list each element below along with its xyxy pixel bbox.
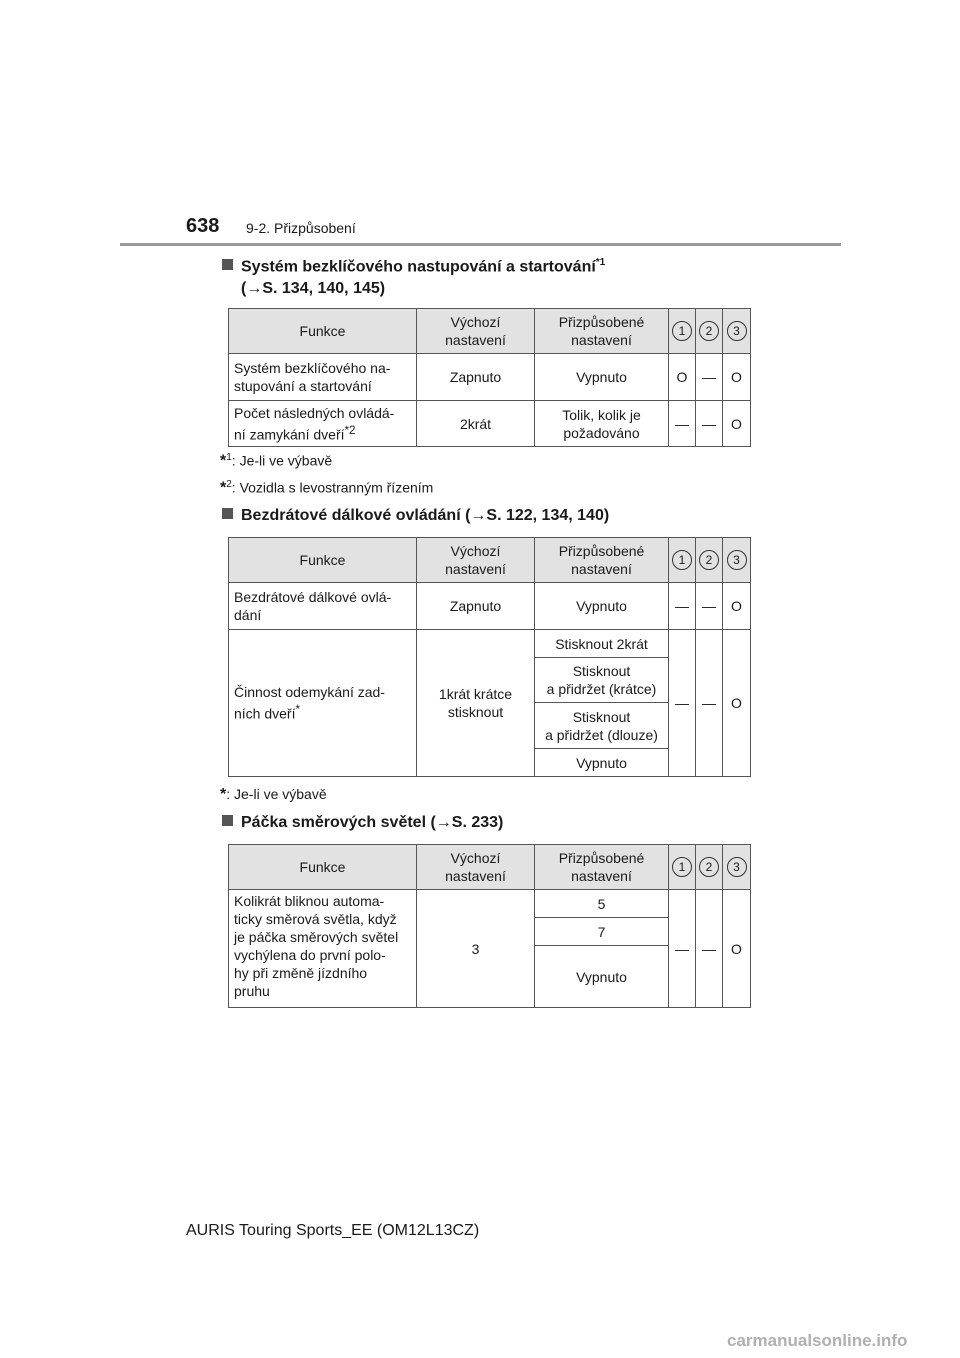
cell-custom: Vypnuto xyxy=(535,354,669,401)
cell-2: — xyxy=(696,630,723,777)
col-2 xyxy=(696,538,723,583)
heading-text: Systém bezklíčového nastupování a startování xyxy=(241,258,596,276)
cell-2: — xyxy=(696,354,723,401)
footnote-mark: * xyxy=(220,452,227,470)
circle-2-icon: 2 xyxy=(699,321,719,341)
col-1 xyxy=(669,538,696,583)
circle-3-icon: 3 xyxy=(727,321,747,341)
cell-3: O xyxy=(723,630,751,777)
heading-sup: *1 xyxy=(595,257,606,268)
footnote-mark: * xyxy=(220,786,227,803)
table-row xyxy=(229,583,751,630)
footnote-sup: 2 xyxy=(226,479,232,490)
cell-option: Vypnuto xyxy=(535,749,669,777)
cell-3: O xyxy=(723,890,751,1008)
bullet-square-icon xyxy=(222,815,233,826)
cell-1: — xyxy=(669,630,696,777)
cell-function xyxy=(229,630,417,777)
cell-1: O xyxy=(669,354,696,401)
col-3 xyxy=(723,538,751,583)
cell-function: Systém bezklíčového na- stupování a startování xyxy=(229,354,417,401)
cell-function-text: Činnost odemykání zad- ních dveří xyxy=(234,684,385,722)
footnote-sup: 1 xyxy=(226,452,232,463)
col-function: Funkce xyxy=(229,309,417,354)
cell-3: O xyxy=(723,401,751,447)
col-2 xyxy=(696,309,723,354)
cell-1: — xyxy=(669,583,696,630)
heading-remote xyxy=(222,505,609,527)
cell-3: O xyxy=(723,354,751,401)
cell-default: Zapnuto xyxy=(417,354,535,401)
heading-turn-signal xyxy=(222,812,503,834)
page-number: 638 xyxy=(186,215,220,237)
cell-option: Vypnuto xyxy=(535,946,669,1008)
heading-text: Páčka směrových světel (→S. 233) xyxy=(241,814,504,831)
col-2 xyxy=(696,845,723,890)
cell-option: Stisknout 2krát xyxy=(535,630,669,658)
heading-text: Bezdrátové dálkové ovládání (→S. 122, 134, 140) xyxy=(241,507,610,524)
footnote-3 xyxy=(220,786,327,804)
cell-function-sup: *2 xyxy=(344,423,356,437)
cell-2: — xyxy=(696,890,723,1008)
circle-1-icon: 1 xyxy=(672,550,692,570)
cell-option: 5 xyxy=(535,890,669,918)
heading-keyless xyxy=(222,252,605,300)
cell-option: Stisknout a přidržet (dlouze) xyxy=(535,703,669,749)
cell-function: Bezdrátové dálkové ovlá- dání xyxy=(229,583,417,630)
circle-3-icon: 3 xyxy=(727,550,747,570)
heading-ref: (→S. 134, 140, 145) xyxy=(241,280,386,298)
cell-option: 7 xyxy=(535,918,669,946)
watermark: carmanualsonline.info xyxy=(727,1331,908,1350)
col-3 xyxy=(723,845,751,890)
table-row xyxy=(229,354,751,401)
circle-3-icon: 3 xyxy=(727,857,747,877)
circle-2-icon: 2 xyxy=(699,857,719,877)
table-row xyxy=(229,401,751,447)
table-remote xyxy=(228,537,751,777)
table-row xyxy=(229,630,751,658)
footer-model: AURIS Touring Sports_EE (OM12L13CZ) xyxy=(186,1222,480,1239)
cell-function-text: Počet následných ovládá- ní zamykání dveří xyxy=(234,404,395,443)
cell-default: 3 xyxy=(417,890,535,1008)
col-default: Výchozí nastavení xyxy=(417,845,535,890)
footnote-text: : Vozidla s levostranným řízením xyxy=(231,479,434,496)
cell-custom: Vypnuto xyxy=(535,583,669,630)
header-rule xyxy=(120,243,841,246)
circle-1-icon: 1 xyxy=(672,321,692,341)
cell-function-sup: * xyxy=(295,703,301,717)
col-default: Výchozí nastavení xyxy=(417,538,535,583)
footnote-text: : Je-li ve výbavě xyxy=(226,786,327,802)
cell-1: — xyxy=(669,401,696,447)
circle-2-icon: 2 xyxy=(699,550,719,570)
cell-default: 2krát xyxy=(417,401,535,447)
cell-2: — xyxy=(696,583,723,630)
col-function: Funkce xyxy=(229,845,417,890)
footnote-1 xyxy=(220,452,332,471)
table-turn-signal xyxy=(228,844,751,1008)
cell-1: — xyxy=(669,890,696,1008)
col-1 xyxy=(669,845,696,890)
bullet-square-icon xyxy=(222,259,233,270)
footnote-2 xyxy=(220,479,433,498)
cell-2: — xyxy=(696,401,723,447)
cell-function: Kolikrát bliknou automa- ticky směrová světla, když je páčka směrových světel vychýlena do první polo- hy při změně jízdního pruhu xyxy=(229,890,417,1008)
circle-1-icon: 1 xyxy=(672,857,692,877)
cell-custom: Tolik, kolik je požadováno xyxy=(535,401,669,447)
cell-3: O xyxy=(723,583,751,630)
col-default: Výchozí nastavení xyxy=(417,309,535,354)
cell-option: Stisknout a přidržet (krátce) xyxy=(535,658,669,703)
col-custom: Přizpůsobené nastavení xyxy=(535,309,669,354)
table-keyless xyxy=(228,308,751,447)
section-title: 9-2. Přizpůsobení xyxy=(246,220,356,236)
footnote-mark: * xyxy=(220,479,227,497)
footnote-text: : Je-li ve výbavě xyxy=(231,452,333,469)
col-3 xyxy=(723,309,751,354)
col-custom: Přizpůsobené nastavení xyxy=(535,538,669,583)
cell-default: 1krát krátce stisknout xyxy=(417,630,535,777)
bullet-square-icon xyxy=(222,508,233,519)
col-1 xyxy=(669,309,696,354)
col-function: Funkce xyxy=(229,538,417,583)
col-custom: Přizpůsobené nastavení xyxy=(535,845,669,890)
cell-function xyxy=(229,401,417,447)
cell-default: Zapnuto xyxy=(417,583,535,630)
table-row xyxy=(229,890,751,918)
